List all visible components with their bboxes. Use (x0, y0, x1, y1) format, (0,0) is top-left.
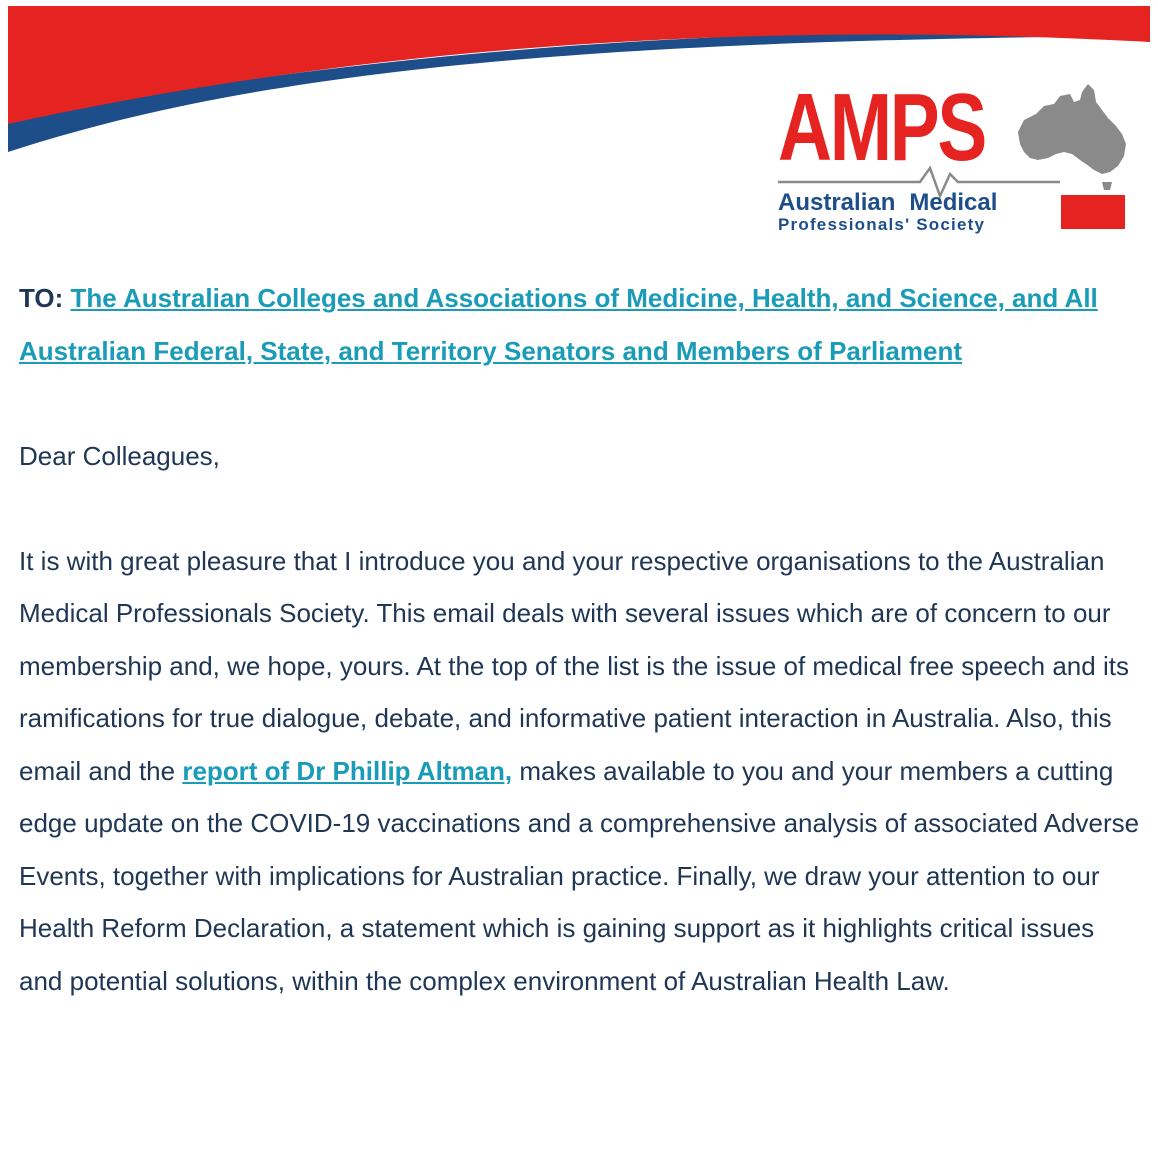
letter-content (19, 272, 1144, 1007)
amps-logo (770, 74, 1140, 240)
logo-title: AMPS (778, 74, 985, 181)
body-paragraph (19, 535, 1144, 1008)
greeting: Dear Colleagues, (19, 440, 220, 471)
logo-line2: Professionals' Society (778, 215, 986, 234)
recipient-block (19, 272, 1144, 377)
body-text-part1: It is with great pleasure that I introduce you and your respective organisations to the Australian Medical Professionals Society. This email deals with several issues which are of concern to our membership and, we hope, yours. At the top of the list is the issue of medical free speech and its ramifications for true dialogue, debate, and informative patient interaction in Australia. Also, this email and the (19, 545, 1129, 786)
to-label: TO: (19, 283, 64, 313)
recipients-link[interactable]: The Australian Colleges and Associations of Medicine, Health, and Science, and All Australian Federal, State, and Territory Senators and Members of Parliament (19, 283, 1098, 366)
logo-word-medical: Medical (909, 189, 998, 216)
body-text-part2: makes available to you and your members a cutting edge update on the COVID-19 vaccinations and a comprehensive analysis of associated Adverse Events, together with implications for Australian practice. Finally, we draw your attention to our Health Reform Declaration, a statement which is gaining support as it highlights critical issues and potential solutions, within the complex environment of Australian Health Law. (19, 755, 1140, 996)
australia-map-icon (1010, 82, 1135, 194)
report-link[interactable]: report of Dr Phillip Altman, (182, 755, 513, 786)
letter-header (0, 0, 1158, 250)
logo-red-block (1061, 195, 1125, 229)
logo-word-australian: Australian (778, 189, 896, 216)
logo-line1 (778, 190, 997, 216)
